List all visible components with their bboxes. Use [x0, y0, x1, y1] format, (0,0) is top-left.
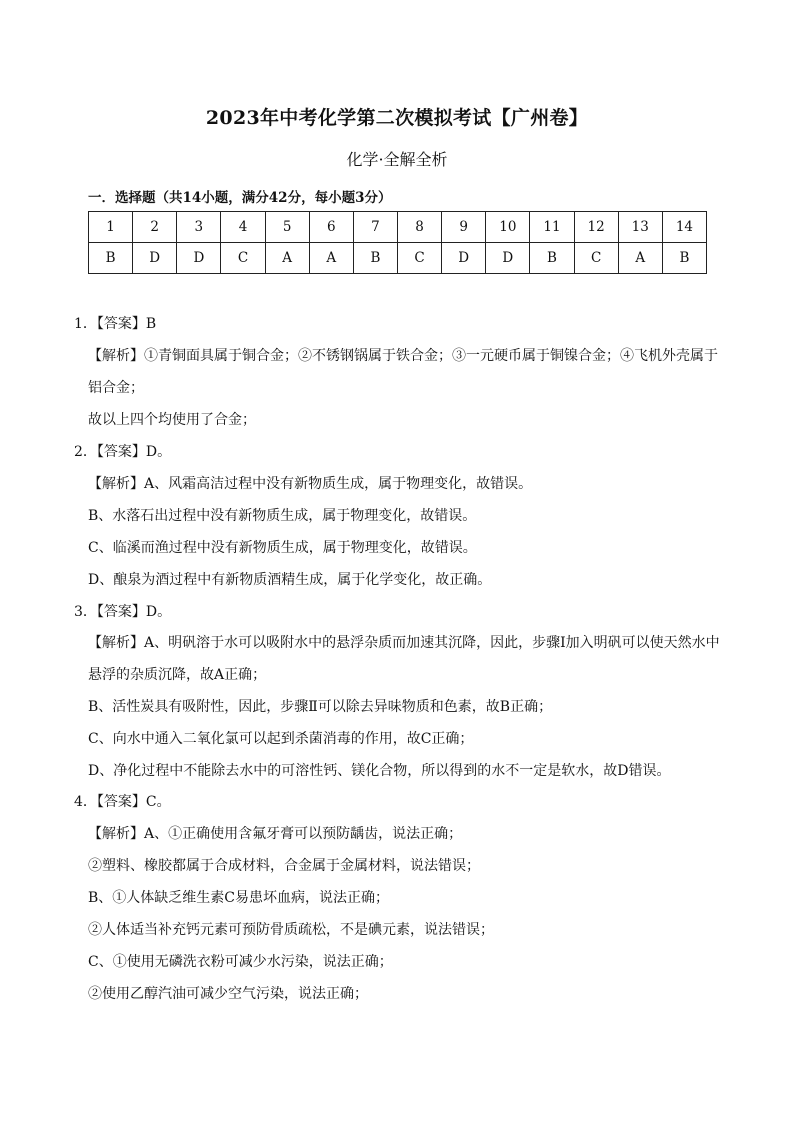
question-number: 7 — [353, 212, 397, 243]
analysis-line: 【解析】①青铜面具属于铜合金；②不锈钢锅属于铁合金；③一元硬币属于铜镍合金；④飞机外壳属于 — [88, 348, 718, 364]
analysis-line: 铝合金； — [88, 380, 144, 396]
analysis-line: 【解析】A、明矾溶于水可以吸附水中的悬浮杂质而加速其沉降，因此，步骤Ⅰ加入明矾可以使天然水中 — [88, 635, 720, 651]
question-number: 12 — [574, 212, 618, 243]
analysis-line: ②使用乙醇汽油可减少空气污染，说法正确； — [88, 986, 368, 1002]
question-number: 1 — [89, 212, 133, 243]
question-number: 2 — [133, 212, 177, 243]
question-number: 6 — [309, 212, 353, 243]
question-number: 3 — [177, 212, 221, 243]
question-number: 13 — [618, 212, 662, 243]
answer-cell: B — [530, 243, 574, 274]
answer-heading-2: 2．【答案】D。 — [74, 444, 172, 460]
answer-heading-1: 1．【答案】B — [74, 316, 157, 332]
answer-cell: B — [89, 243, 133, 274]
question-number: 10 — [486, 212, 530, 243]
analysis-line: B、活性炭具有吸附性，因此，步骤Ⅱ可以除去异味物质和色素，故B正确； — [88, 699, 553, 715]
answer-heading-3: 3．【答案】D。 — [74, 604, 172, 620]
analysis-line: 悬浮的杂质沉降，故A正确； — [88, 667, 267, 683]
analysis-line: C、①使用无磷洗衣粉可减少水污染，说法正确； — [88, 954, 393, 970]
answer-cell: A — [309, 243, 353, 274]
answer-table — [88, 211, 707, 274]
answer-cell: D — [486, 243, 530, 274]
question-number: 14 — [662, 212, 706, 243]
answer-table-number-row — [89, 212, 707, 243]
answer-cell: C — [221, 243, 265, 274]
section-heading: 一．选择题（共14小题，满分42分，每小题3分） — [88, 190, 392, 206]
answer-heading-4: 4．【答案】C。 — [74, 794, 171, 810]
answer-cell: C — [574, 243, 618, 274]
question-number: 5 — [265, 212, 309, 243]
answer-cell: A — [265, 243, 309, 274]
analysis-line: ②人体适当补充钙元素可预防骨质疏松，不是碘元素，说法错误； — [88, 922, 494, 938]
question-number: 9 — [442, 212, 486, 243]
analysis-line: 【解析】A、风霜高洁过程中没有新物质生成，属于物理变化，故错误。 — [88, 476, 533, 492]
answer-cell: C — [397, 243, 441, 274]
answer-cell: B — [662, 243, 706, 274]
question-number: 11 — [530, 212, 574, 243]
document-title: 2023年中考化学第二次模拟考试【广州卷】 — [205, 107, 589, 129]
answer-table-answer-row — [89, 243, 707, 274]
answer-cell: D — [133, 243, 177, 274]
analysis-line: C、向水中通入二氧化氯可以起到杀菌消毒的作用，故C正确； — [88, 731, 474, 747]
answer-cell: B — [353, 243, 397, 274]
analysis-line: B、①人体缺乏维生素C易患坏血病，说法正确； — [88, 890, 389, 906]
answer-cell: D — [177, 243, 221, 274]
analysis-line: 故以上四个均使用了合金； — [88, 412, 256, 428]
question-number: 8 — [397, 212, 441, 243]
analysis-line: D、酿泉为酒过程中有新物质酒精生成，属于化学变化，故正确。 — [88, 572, 492, 588]
analysis-line: ②塑料、橡胶都属于合成材料，合金属于金属材料，说法错误； — [88, 858, 480, 874]
analysis-line: B、水落石出过程中没有新物质生成，属于物理变化，故错误。 — [88, 508, 477, 524]
analysis-line: 【解析】A、①正确使用含氟牙膏可以预防龋齿，说法正确； — [88, 826, 463, 842]
analysis-line: D、净化过程中不能除去水中的可溶性钙、镁化合物，所以得到的水不一定是软水，故D错误。 — [88, 763, 671, 779]
answer-cell: A — [618, 243, 662, 274]
question-number: 4 — [221, 212, 265, 243]
document-subtitle: 化学·全解全析 — [346, 150, 448, 169]
analysis-line: C、临溪而渔过程中没有新物质生成，属于物理变化，故错误。 — [88, 540, 477, 556]
answer-cell: D — [442, 243, 486, 274]
